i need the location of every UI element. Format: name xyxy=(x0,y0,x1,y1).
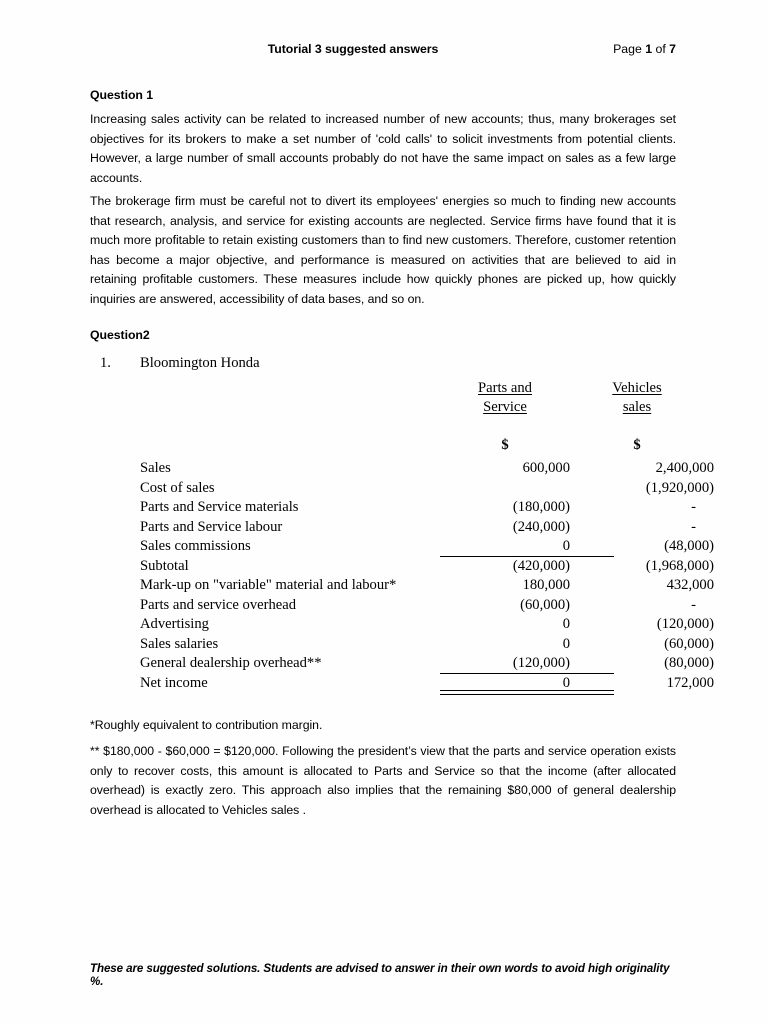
question-2-heading: Question2 xyxy=(90,328,150,342)
income-statement xyxy=(90,355,714,691)
statement-row xyxy=(90,635,714,655)
statement-row xyxy=(90,576,714,596)
column-header-vehicles-sales xyxy=(578,379,696,416)
statement-row xyxy=(90,615,714,635)
statement-value-parts-and-service: 0 xyxy=(562,635,570,652)
footnote-double-asterisk: ** $180,000 - $60,000 = $120,000. Following the president’s view that the parts and service operation exists only to recover costs, this amount is allocated to Parts and Service so that the income (after allocated overhead) is exactly zero. This approach also implies that the remaining $80,000 of general dealership overhead is allocated to Vehicles sales . xyxy=(90,744,676,817)
statement-item-title xyxy=(90,355,676,379)
statement-row-label: Net income xyxy=(140,674,208,691)
statement-row-label: Parts and Service labour xyxy=(140,518,283,535)
statement-row-label: Parts and Service materials xyxy=(140,499,299,515)
statement-row-label: Cost of sales xyxy=(140,479,215,496)
page-label-middle: of xyxy=(652,42,670,56)
statement-row-label: Parts and service overhead xyxy=(140,596,297,613)
statement-value-vehicles-sales: (1,920,000) xyxy=(645,479,714,496)
statement-value-vehicles-sales: (80,000) xyxy=(664,655,714,671)
column-header-parts-and-service xyxy=(440,379,570,416)
statement-value-parts-and-service: 0 xyxy=(562,616,570,632)
statement-row-label: Sales commissions xyxy=(140,538,251,554)
column-header-vehicles-sales-line1: Vehicles xyxy=(612,380,662,396)
statement-row xyxy=(90,537,714,557)
question-1-heading: Question 1 xyxy=(90,88,154,102)
statement-value-vehicles-sales: (120,000) xyxy=(656,616,714,632)
statement-rows xyxy=(90,459,714,693)
footnote-single-asterisk: *Roughly equivalent to contribution margin. xyxy=(90,718,323,732)
statement-row xyxy=(90,518,696,538)
statement-value-vehicles-sales: 432,000 xyxy=(666,577,714,593)
statement-value-parts-and-service: 0 xyxy=(562,674,570,691)
column-header-parts-and-service-line2: Service xyxy=(483,398,527,415)
currency-symbol-row xyxy=(90,437,676,459)
statement-row xyxy=(90,498,696,518)
currency-symbol-vehicles-sales: $ xyxy=(633,437,641,453)
statement-column-headers xyxy=(90,379,676,437)
column-header-parts-and-service-line1: Parts and xyxy=(478,380,532,396)
statement-row xyxy=(90,654,714,674)
statement-row xyxy=(90,596,696,616)
page-footer: These are suggested solutions. Students are advised to answer in their own words to avoid high originality %. xyxy=(90,962,670,988)
statement-value-vehicles-sales: (1,968,000) xyxy=(645,557,714,574)
statement-value-parts-and-service: (420,000) xyxy=(512,557,570,574)
statement-row-label: Sales salaries xyxy=(140,635,219,652)
statement-row-label: Subtotal xyxy=(140,557,189,574)
statement-value-parts-and-service: (120,000) xyxy=(512,655,570,671)
statement-value-parts-and-service: (60,000) xyxy=(520,596,570,613)
statement-value-parts-and-service: 600,000 xyxy=(522,460,570,476)
statement-row-label: General dealership overhead** xyxy=(140,655,322,671)
statement-row-label: Mark-up on "variable" material and labour* xyxy=(140,577,397,593)
page-header xyxy=(90,42,676,62)
list-item-number: 1. xyxy=(100,355,111,371)
statement-value-parts-and-service: (240,000) xyxy=(512,518,570,535)
statement-row xyxy=(90,557,714,577)
document-title: Tutorial 3 suggested answers xyxy=(267,42,439,56)
statement-value-vehicles-sales: 172,000 xyxy=(666,674,714,691)
statement-value-vehicles-sales: - xyxy=(691,518,696,535)
statement-value-vehicles-sales: 2,400,000 xyxy=(655,460,714,476)
statement-value-vehicles-sales: (48,000) xyxy=(664,538,714,554)
page-number-indicator xyxy=(613,42,676,56)
question-1-paragraph-1: Increasing sales activity can be related to increased number of new accounts; thus, many brokerages set objectives for its brokers to make a set number of 'cold calls' to solicit investments from potential clients. However, a large number of small accounts probably do not have the same impact on sales as a few large accounts. xyxy=(90,112,676,185)
statement-value-vehicles-sales: - xyxy=(691,499,696,515)
statement-value-parts-and-service: 180,000 xyxy=(522,577,570,593)
currency-symbol-parts-and-service: $ xyxy=(501,437,509,453)
page-label-prefix: Page xyxy=(613,42,646,56)
statement-row xyxy=(90,674,714,694)
statement-value-parts-and-service: 0 xyxy=(562,538,570,554)
company-name: Bloomington Honda xyxy=(140,355,260,371)
question-1-paragraph-2: The brokerage firm must be careful not to divert its employees' energies so much to finding new accounts that research, analysis, and service for existing accounts are neglected. Service firms have found that it is much more profitable to retain existing customers than to find new customers. Therefore, customer retention has become a major objective, and performance is measured on activities that are believed to aid in retaining profitable customers. These measures include how quickly phones are picked up, how quickly inquiries are answered, accessibility of data bases, and so on. xyxy=(90,194,676,306)
statement-row-label: Sales xyxy=(140,460,171,476)
page-current: 1 xyxy=(645,42,653,56)
statement-value-vehicles-sales: (60,000) xyxy=(664,635,714,652)
statement-row-label: Advertising xyxy=(140,616,209,632)
statement-value-parts-and-service: (180,000) xyxy=(512,499,570,515)
statement-row xyxy=(90,459,714,479)
statement-value-vehicles-sales: - xyxy=(691,596,696,613)
statement-row xyxy=(90,479,714,499)
page-total: 7 xyxy=(669,42,676,56)
column-header-vehicles-sales-line2: sales xyxy=(622,398,652,415)
